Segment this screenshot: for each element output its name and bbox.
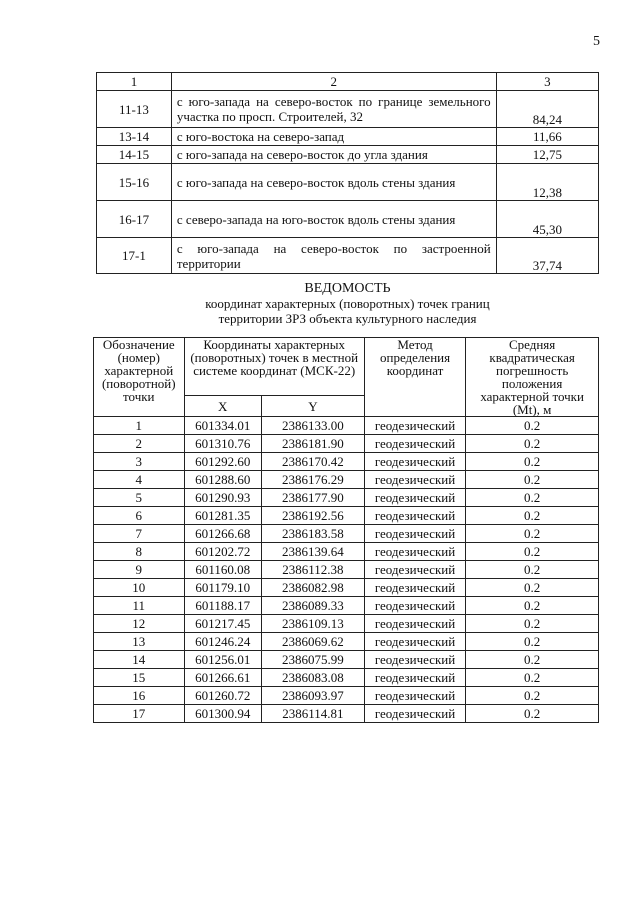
mean-error: 0.2 bbox=[466, 597, 599, 615]
header-y: Y bbox=[261, 396, 364, 417]
coordinate-x: 601160.08 bbox=[184, 561, 261, 579]
coordinate-y: 2386075.99 bbox=[261, 651, 364, 669]
method: геодезический bbox=[364, 705, 465, 723]
segment-id: 14-15 bbox=[97, 146, 172, 164]
table-row bbox=[94, 651, 599, 669]
coordinate-y: 2386181.90 bbox=[261, 435, 364, 453]
coordinate-y: 2386112.38 bbox=[261, 561, 364, 579]
coordinate-y: 2386177.90 bbox=[261, 489, 364, 507]
table-row bbox=[94, 705, 599, 723]
point-number: 10 bbox=[94, 579, 185, 597]
table-row bbox=[94, 615, 599, 633]
method: геодезический bbox=[364, 543, 465, 561]
segment-description: с юго-запада на северо-восток до угла здания bbox=[171, 146, 496, 164]
mean-error: 0.2 bbox=[466, 525, 599, 543]
mean-error: 0.2 bbox=[466, 507, 599, 525]
segment-length: 12,38 bbox=[496, 164, 598, 201]
method: геодезический bbox=[364, 525, 465, 543]
coordinate-y: 2386192.56 bbox=[261, 507, 364, 525]
point-number: 1 bbox=[94, 417, 185, 435]
method: геодезический bbox=[364, 489, 465, 507]
method: геодезический bbox=[364, 669, 465, 687]
method: геодезический bbox=[364, 615, 465, 633]
method: геодезический bbox=[364, 561, 465, 579]
table-row bbox=[94, 579, 599, 597]
coordinate-x: 601266.61 bbox=[184, 669, 261, 687]
method: геодезический bbox=[364, 633, 465, 651]
point-number: 6 bbox=[94, 507, 185, 525]
table-row bbox=[94, 435, 599, 453]
method: геодезический bbox=[364, 417, 465, 435]
coordinate-y: 2386139.64 bbox=[261, 543, 364, 561]
boundary-segments-table bbox=[96, 72, 599, 274]
coordinates-table bbox=[93, 337, 599, 723]
segment-description: с юго-запада на северо-восток вдоль стены здания bbox=[171, 164, 496, 201]
point-number: 3 bbox=[94, 453, 185, 471]
table-row bbox=[97, 164, 599, 201]
coordinate-x: 601300.94 bbox=[184, 705, 261, 723]
point-number: 16 bbox=[94, 687, 185, 705]
coordinate-y: 2386083.08 bbox=[261, 669, 364, 687]
mean-error: 0.2 bbox=[466, 633, 599, 651]
table-row bbox=[94, 597, 599, 615]
document-title: ВЕДОМОСТЬ bbox=[304, 281, 391, 296]
table-row bbox=[94, 669, 599, 687]
segment-description: с юго-востока на северо-запад bbox=[171, 128, 496, 146]
document-subtitle-line-2: территории ЗРЗ объекта культурного наследия bbox=[218, 311, 477, 326]
mean-error: 0.2 bbox=[466, 435, 599, 453]
coordinate-y: 2386082.98 bbox=[261, 579, 364, 597]
method: геодезический bbox=[364, 507, 465, 525]
table-row bbox=[94, 633, 599, 651]
coordinate-x: 601334.01 bbox=[184, 417, 261, 435]
column-number-2: 2 bbox=[171, 73, 496, 91]
coordinate-x: 601288.60 bbox=[184, 471, 261, 489]
segment-id: 11-13 bbox=[97, 91, 172, 128]
mean-error: 0.2 bbox=[466, 705, 599, 723]
coordinate-y: 2386114.81 bbox=[261, 705, 364, 723]
coordinate-x: 601292.60 bbox=[184, 453, 261, 471]
segment-id: 17-1 bbox=[97, 238, 172, 274]
coordinate-y: 2386069.62 bbox=[261, 633, 364, 651]
method: геодезический bbox=[364, 453, 465, 471]
coordinate-y: 2386170.42 bbox=[261, 453, 364, 471]
table-row bbox=[94, 507, 599, 525]
table-row bbox=[94, 561, 599, 579]
coordinate-y: 2386133.00 bbox=[261, 417, 364, 435]
point-number: 15 bbox=[94, 669, 185, 687]
segment-id: 13-14 bbox=[97, 128, 172, 146]
coordinate-x: 601179.10 bbox=[184, 579, 261, 597]
mean-error: 0.2 bbox=[466, 579, 599, 597]
column-number-1: 1 bbox=[97, 73, 172, 91]
coordinate-y: 2386109.13 bbox=[261, 615, 364, 633]
point-number: 12 bbox=[94, 615, 185, 633]
table-row bbox=[94, 543, 599, 561]
header-method: Метод определения координат bbox=[364, 338, 465, 417]
mean-error: 0.2 bbox=[466, 489, 599, 507]
table-header-row bbox=[94, 338, 599, 396]
coordinate-x: 601260.72 bbox=[184, 687, 261, 705]
segment-length: 84,24 bbox=[496, 91, 598, 128]
mean-error: 0.2 bbox=[466, 543, 599, 561]
method: геодезический bbox=[364, 597, 465, 615]
coordinate-x: 601290.93 bbox=[184, 489, 261, 507]
point-number: 8 bbox=[94, 543, 185, 561]
segment-length: 12,75 bbox=[496, 146, 598, 164]
coordinate-x: 601266.68 bbox=[184, 525, 261, 543]
header-x: X bbox=[184, 396, 261, 417]
coordinate-y: 2386183.58 bbox=[261, 525, 364, 543]
coordinate-y: 2386093.97 bbox=[261, 687, 364, 705]
point-number: 11 bbox=[94, 597, 185, 615]
point-number: 2 bbox=[94, 435, 185, 453]
mean-error: 0.2 bbox=[466, 453, 599, 471]
segment-length: 37,74 bbox=[496, 238, 598, 274]
coordinate-x: 601281.35 bbox=[184, 507, 261, 525]
coordinate-x: 601310.76 bbox=[184, 435, 261, 453]
document-subtitle-line-1: координат характерных (поворотных) точек границ bbox=[205, 296, 490, 311]
method: геодезический bbox=[364, 687, 465, 705]
method: геодезический bbox=[364, 471, 465, 489]
table-row bbox=[97, 146, 599, 164]
table-row bbox=[97, 201, 599, 238]
page-number: 5 bbox=[593, 34, 600, 49]
mean-error: 0.2 bbox=[466, 561, 599, 579]
mean-error: 0.2 bbox=[466, 417, 599, 435]
mean-error: 0.2 bbox=[466, 687, 599, 705]
header-point-designation: Обозначение (номер) характерной (поворотной) точки bbox=[94, 338, 185, 417]
segment-length: 11,66 bbox=[496, 128, 598, 146]
point-number: 9 bbox=[94, 561, 185, 579]
coordinate-x: 601256.01 bbox=[184, 651, 261, 669]
segment-description: с юго-запада на северо-восток по границе земельного участка по просп. Строителей, 32 bbox=[171, 91, 496, 128]
mean-error: 0.2 bbox=[466, 615, 599, 633]
mean-error: 0.2 bbox=[466, 651, 599, 669]
point-number: 4 bbox=[94, 471, 185, 489]
table-row bbox=[97, 128, 599, 146]
segment-length: 45,30 bbox=[496, 201, 598, 238]
point-number: 17 bbox=[94, 705, 185, 723]
mean-error: 0.2 bbox=[466, 669, 599, 687]
table-row bbox=[94, 471, 599, 489]
table-row bbox=[94, 525, 599, 543]
coordinate-x: 601217.45 bbox=[184, 615, 261, 633]
coordinate-y: 2386089.33 bbox=[261, 597, 364, 615]
point-number: 7 bbox=[94, 525, 185, 543]
point-number: 5 bbox=[94, 489, 185, 507]
point-number: 14 bbox=[94, 651, 185, 669]
table-row bbox=[97, 238, 599, 274]
method: геодезический bbox=[364, 435, 465, 453]
segment-description: с юго-запада на северо-восток по застроенной территории bbox=[171, 238, 496, 274]
coordinate-x: 601246.24 bbox=[184, 633, 261, 651]
segment-id: 15-16 bbox=[97, 164, 172, 201]
method: геодезический bbox=[364, 579, 465, 597]
table-row bbox=[94, 687, 599, 705]
point-number: 13 bbox=[94, 633, 185, 651]
coordinate-x: 601188.17 bbox=[184, 597, 261, 615]
coordinate-x: 601202.72 bbox=[184, 543, 261, 561]
method: геодезический bbox=[364, 651, 465, 669]
table-row bbox=[94, 417, 599, 435]
header-coordinates: Координаты характерных (поворотных) точек в местной системе координат (МСК-22) bbox=[184, 338, 364, 396]
column-number-3: 3 bbox=[496, 73, 598, 91]
segment-description: с северо-запада на юго-восток вдоль стены здания bbox=[171, 201, 496, 238]
table-row bbox=[94, 453, 599, 471]
coordinate-y: 2386176.29 bbox=[261, 471, 364, 489]
table-row bbox=[94, 489, 599, 507]
table-header-row bbox=[97, 73, 599, 91]
table-row bbox=[97, 91, 599, 128]
header-mean-error: Средняя квадратическая погрешность положения характерной точки (Mt), м bbox=[466, 338, 599, 417]
mean-error: 0.2 bbox=[466, 471, 599, 489]
segment-id: 16-17 bbox=[97, 201, 172, 238]
